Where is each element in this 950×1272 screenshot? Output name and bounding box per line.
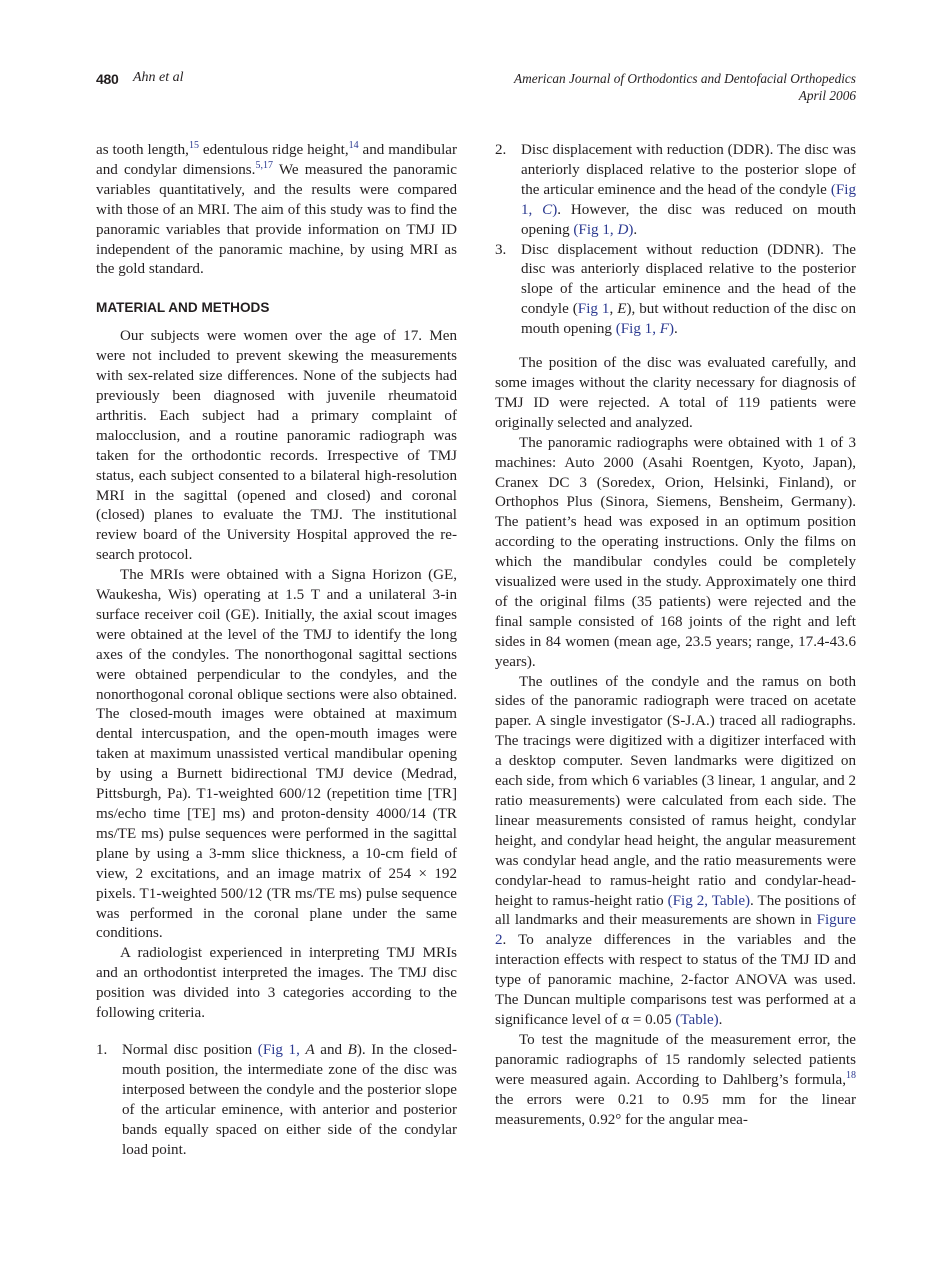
text-run: . (633, 221, 638, 238)
criteria-item-3 (495, 241, 856, 341)
table-link[interactable]: (Table) (675, 1011, 719, 1028)
text-run: . To analyze differences in the variables and the interaction effects with respect to status of the TMJ ID and type of panoramic machine, 2-factor ANOVA was used. The Duncan multiple comparisons test was performed at a significance level of α = 0.05 (495, 932, 856, 1028)
criteria-item-1 (96, 1041, 457, 1160)
panel-label: C (542, 201, 553, 218)
text-run: We measured the panoramic variables quantitatively, and the results were compared with those of an MRI. The aim of this study was to find the panoramic variables that provide information on TMJ ID independent of the panoramic machine, by using MRI as the gold standard. (96, 161, 458, 278)
list-number: 2. (495, 142, 507, 158)
text-run: . The positions of all landmarks and their measurements are shown in (495, 892, 856, 929)
reference-link[interactable]: 18 (846, 1069, 856, 1081)
measurement-error-paragraph (495, 1031, 856, 1131)
journal-title: American Journal of Orthodontics and Dentofacial Orthopedics (514, 71, 856, 86)
text-run: and (314, 1041, 348, 1058)
figure-link[interactable] (573, 222, 633, 238)
text-run: Normal disc position (122, 1041, 258, 1058)
text-run: . (674, 321, 678, 338)
text-run: . (718, 1011, 723, 1028)
text-run: To test the magnitude of the measurement error, the panoramic radiographs of 15 randomly selected patients were measured again. According to Dahlberg’s formula, (495, 1031, 856, 1088)
criteria-list (96, 1041, 457, 1160)
text-run: and mandibular and condylar dimensions. (96, 142, 457, 178)
mri-paragraph: The MRIs were obtained with a Signa Horizon (GE, Waukesha, Wis) operating at 1.5 T and a unilateral 3-in surface receiver coil (GE). Initially, the axial scout images were obtained at the level of the TMJ to identify the long axes of the condyles. The nonorthogonal sagittal sections were obtained perpendicular to the condyles, and the nonorthogonal coronal oblique sections were also obtained. The closed-mouth images were obtained at maximum dental intercuspation, and the open-mouth images were taken at maximum unassisted vertical mandibular opening by using a Burnett bidirectional TMJ device (Medrad, Pittsburgh, Pa). T1-weighted 600/12 (repetition time [TR] ms/echo time [TE] ms) and proton-density 4000/14 (TR ms/TE ms) pulse sequences were performed in the sagittal plane by using a 3-mm slice thickness, a 10-cm field of view, 2 excitations, and an image matrix of 254 × 192 pixels. T1-weighted 500/12 (TR ms/TE ms) pulse sequence was performed in the coronal plane under the same conditions. (96, 567, 457, 942)
panel-label: E (617, 301, 627, 318)
criteria-item-2 (495, 141, 856, 241)
reference-link[interactable]: 5,17 (255, 159, 273, 171)
text-run: , (609, 301, 618, 318)
list-number: 3. (495, 241, 507, 258)
text-run: The outlines of the condyle and the ramus on both sides of the panoramic radiograph were traced on acetate paper. A single investigator (S-J.A.) traced all radiographs. The tracings were digitized with a digitizer interfaced with a desktop computer. Seven landmarks were digitized on each side, from which 6 variables (3 linear, 1 angular, and 2 ratio measurements) were calculated from each side. The linear measurements consisted of ramus height, condylar height, and condylar head height, the angular measurement was condylar head angle, and the ratio measurements were condylar-head to ramus-height ratio and condylar-head-height to ramus-height ratio (495, 673, 856, 909)
link-text: (Fig 1, (573, 221, 618, 238)
link-text: (Fig 1, (521, 181, 856, 218)
list-number: 1. (96, 1041, 108, 1058)
link-text: ) (628, 221, 634, 238)
panel-label: D (617, 221, 629, 238)
text-run: Disc displacement with reduction (DDR). The disc was anteriorly displaced relative to the posterior slope of the articular eminence and the head of the condyle (521, 142, 856, 198)
issue-date: April 2006 (798, 88, 856, 103)
text-run: ), but without reduction of the disc on mouth opening (521, 301, 856, 338)
running-header (96, 70, 856, 110)
page-number: 480 (96, 71, 119, 87)
disc-evaluation-paragraph: The position of the disc was evaluated carefully, and some images without the clarity necessary for diagnosis of TMJ ID were rejected. A total of 119 patients were originally selected and analyzed. (495, 355, 856, 431)
left-column (96, 141, 457, 1160)
figure-link[interactable]: (Fig 1, (257, 1041, 300, 1058)
figure-link[interactable]: Fig 1 (577, 301, 610, 318)
subjects-paragraph: Our subjects were women over the age of 17. Men were not included to prevent skewing the measurements with sex-related size differences. None of the subjects had previously been diagnosed with juvenile rheumatoid arthritis. Each subject had a primary complaint of malocclusion, and a routine panoramic radiograph was taken for the orthodontic records. Irrespective of TMJ status, each subject consented to a bilateral high-resolution MRI in the sagittal (opened and closed) and coronal (closed) planes to evaluate the TMJ. The institutional review board of the University Hospital approved the research protocol. (96, 328, 457, 564)
text-run: edentulous ridge height, (198, 142, 349, 158)
panel-label: F (659, 321, 670, 338)
text-run: . However, the disc was reduced on mouth opening (521, 201, 856, 238)
link-text: ) (552, 201, 558, 218)
reference-link[interactable]: 15 (188, 140, 199, 151)
text-run: Disc displacement without reduction (DDNR). The disc was anteriorly displaced relative to the posterior slope of the articular eminence and the head of the condyle ( (521, 241, 856, 318)
figure-table-link[interactable]: (Fig 2, Table) (667, 892, 751, 909)
criteria-intro-paragraph: A radiologist experienced in interpreting TMJ MRIs and an orthodontist interpreted the images. The TMJ disc position was divided into 3 categories according to the following criteria. (96, 945, 457, 1022)
intro-paragraph (96, 141, 457, 280)
figure-link[interactable]: Figure 2 (495, 912, 856, 949)
right-column (495, 141, 856, 1130)
text-run: as tooth length, (96, 142, 189, 158)
journal-info (514, 70, 856, 104)
running-authors: Ahn et al (133, 70, 184, 85)
text-run: the errors were 0.21 to 0.95 mm for the linear measurements, 0.92° for the angular mea- (495, 1091, 856, 1128)
panoramic-machines-paragraph: The panoramic radiographs were obtained with 1 of 3 machines: Auto 2000 (Asahi Roentgen, Kyoto, Japan), Cranex DC 3 (Soredex, Orion, Helsinki, Finland), or Orthophos Plus (Sinora, Siemens, Bensheim, Germany). The patient’s head was exposed in an optimum position according to the operating instructions. Only the films on which the mandibular condyles could be completely visualized were used in the study. Approximately one third of the original films (35 patients) were rejected and the final sample consisted of 168 joints of the right and left sides in 84 women (mean age, 23.5 years; range, 17.4-43.6 years). (495, 434, 856, 670)
link-text: ) (669, 321, 675, 338)
panel-label: A (305, 1041, 315, 1058)
panel-label: B (347, 1041, 357, 1058)
link-text: (Fig 1, (615, 321, 660, 338)
figure-link[interactable] (616, 321, 674, 337)
section-heading-methods: MATERIAL AND METHODS (96, 300, 270, 316)
text-run: ). In the closed-mouth position, the intermediate zone of the disc was interposed between the condyle and the posterior slope of the articular eminence, with anterior and posterior bands equally spaced on either side of the condylar load point. (122, 1041, 457, 1158)
reference-link[interactable]: 14 (348, 140, 359, 151)
tracing-paragraph (495, 673, 856, 1031)
criteria-list-continued (495, 141, 856, 340)
